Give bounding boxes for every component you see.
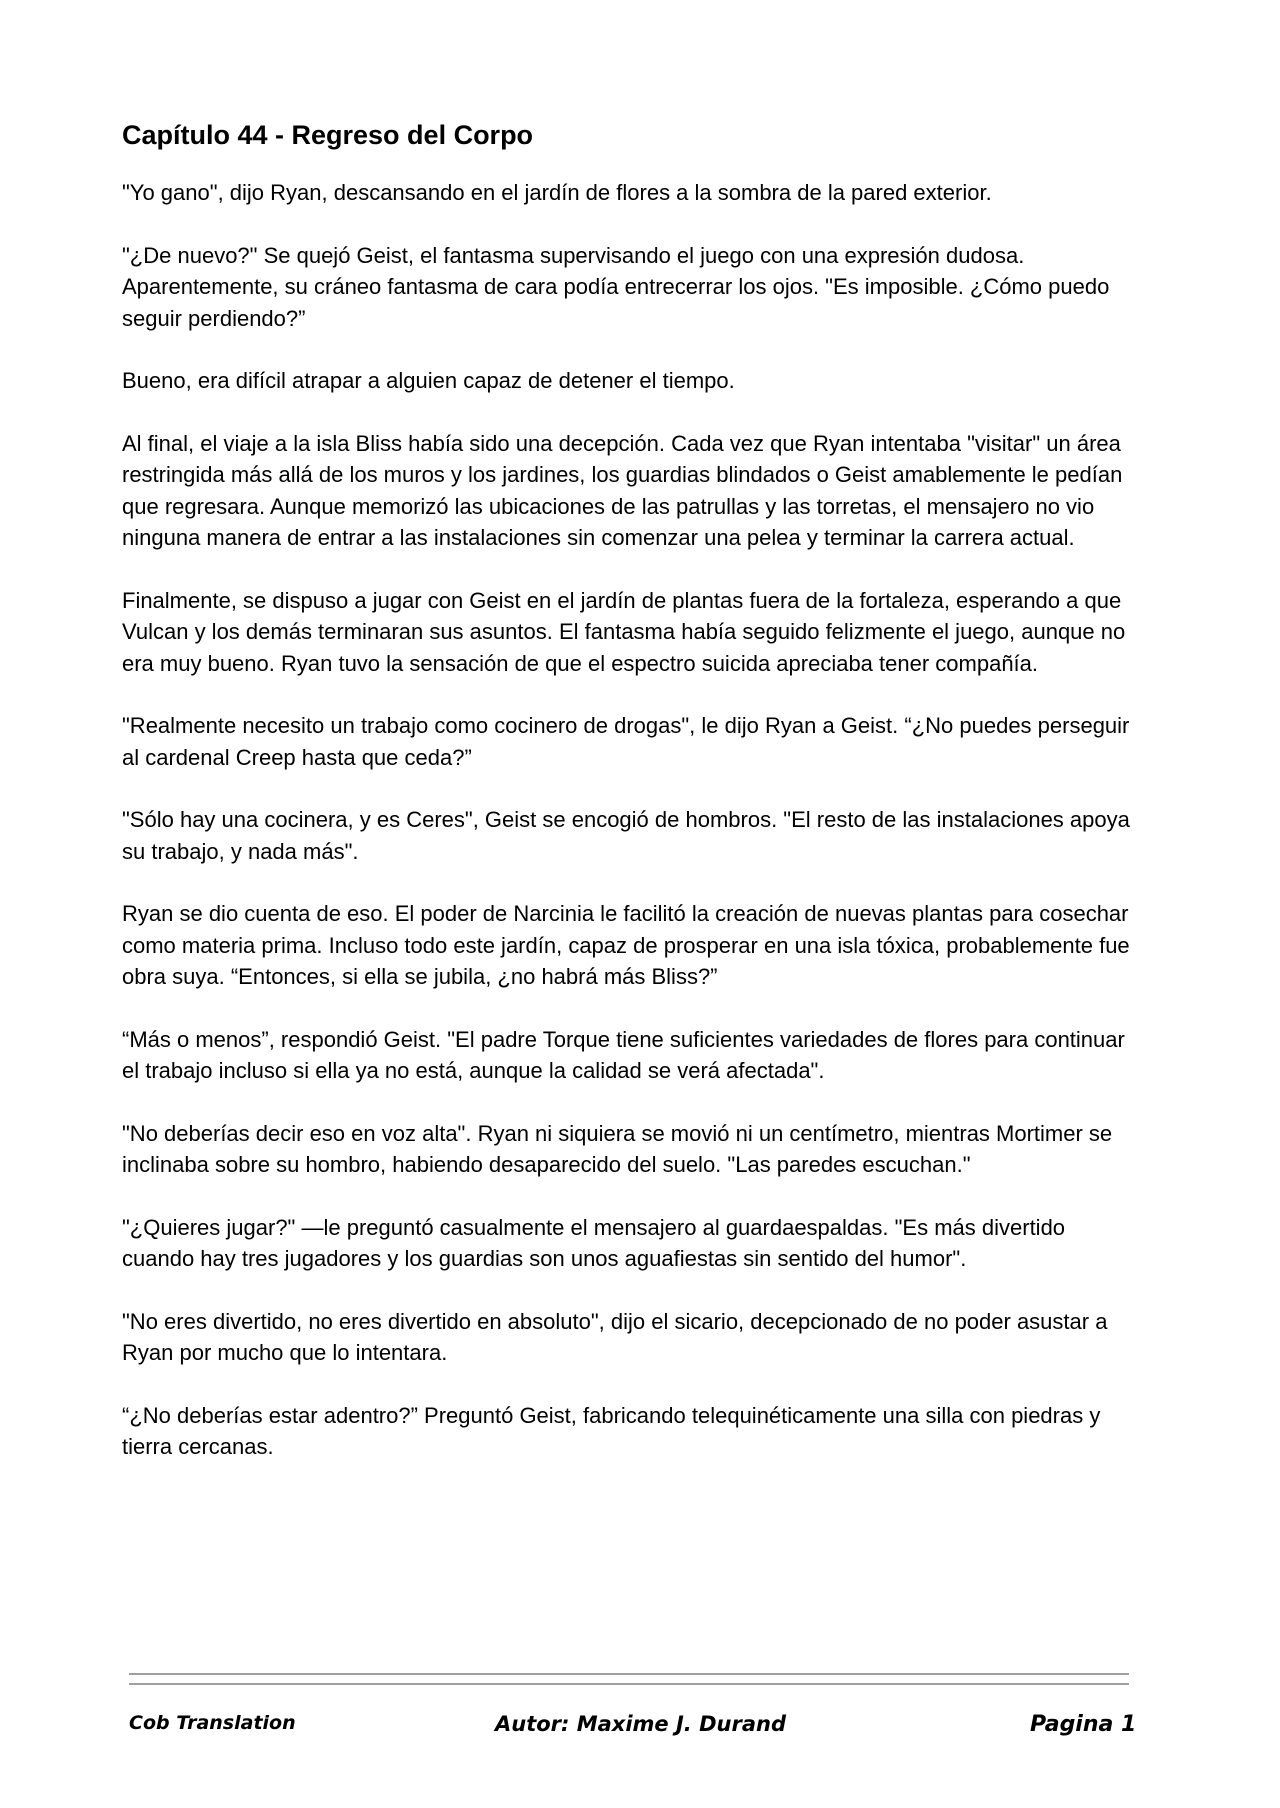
paragraph: "Yo gano", dijo Ryan, descansando en el jardín de flores a la sombra de la pared exterior. (122, 180, 992, 205)
footer-divider (129, 1673, 1129, 1675)
document-body (122, 118, 1142, 1494)
footer-divider (129, 1683, 1129, 1685)
paragraph: "Realmente necesito un trabajo como cocinero de drogas", le dijo Ryan a Geist. “¿No puedes perseguir al cardenal Creep hasta que ceda?” (122, 713, 1130, 770)
page-footer (0, 1712, 1280, 1746)
footer-translator: Cob Translation (129, 1712, 296, 1734)
paragraph: Al final, el viaje a la isla Bliss había sido una decepción. Cada vez que Ryan intentaba "visitar" un área restringida más allá de los muros y los jardines, los guardias blindados o Geist amablemente le pedían que regresara. Aunque memorizó las ubicaciones de las patrullas y las torretas, el mensajero no vio ninguna manera de entrar a las instalaciones sin comenzar una pelea y terminar la carrera actual. (122, 430, 1123, 550)
paragraph: "¿De nuevo?" Se quejó Geist, el fantasma supervisando el juego con una expresión dudosa. Aparentemente, su cráneo fantasma de cara podía entrecerrar los ojos. "Es imposible. ¿Cómo puedo seguir perdiendo?” (122, 242, 1110, 331)
paragraph: Ryan se dio cuenta de eso. El poder de Narcinia le facilitó la creación de nuevas plantas para cosechar como materia prima. Incluso todo este jardín, capaz de prosperar en una isla tóxica, probablemente fue obra suya. “Entonces, si ella se jubila, ¿no habrá más Bliss?” (122, 901, 1130, 989)
paragraph: "No eres divertido, no eres divertido en absoluto", dijo el sicario, decepcionado de no poder asustar a Ryan por mucho que lo intentara. (122, 1308, 1108, 1365)
paragraph: "Sólo hay una cocinera, y es Ceres", Geist se encogió de hombros. "El resto de las instalaciones apoya su trabajo, y nada más". (122, 807, 1130, 864)
paragraph: Bueno, era difícil atrapar a alguien capaz de detener el tiempo. (122, 368, 735, 393)
footer-page-number: Pagina 1 (1030, 1712, 1137, 1737)
paragraph: Finalmente, se dispuso a jugar con Geist en el jardín de plantas fuera de la fortaleza, esperando a que Vulcan y los demás terminaran sus asuntos. El fantasma había seguido felizmente el juego, aunque no era muy bueno. Ryan tuvo la sensación de que el espectro suicida apreciaba tener compañía. (122, 587, 1126, 676)
paragraph: "No deberías decir eso en voz alta". Ryan ni siquiera se movió ni un centímetro, mientras Mortimer se inclinaba sobre su hombro, habiendo desaparecido del suelo. "Las paredes escuchan." (122, 1120, 1113, 1177)
footer-author: Autor: Maxime J. Durand (495, 1712, 786, 1736)
paragraph: “Más o menos”, respondió Geist. "El padre Torque tiene suficientes variedades de flores para continuar el trabajo incluso si ella ya no está, aunque la calidad se verá afectada". (122, 1026, 1125, 1083)
chapter-title: Capítulo 44 - Regreso del Corpo (122, 120, 534, 150)
paragraph: “¿No deberías estar adentro?” Preguntó Geist, fabricando telequinéticamente una silla con piedras y tierra cercanas. (122, 1402, 1101, 1459)
paragraph: "¿Quieres jugar?" —le preguntó casualmente el mensajero al guardaespaldas. "Es más divertido cuando hay tres jugadores y los guardias son unos aguafiestas sin sentido del humor". (122, 1214, 1066, 1271)
